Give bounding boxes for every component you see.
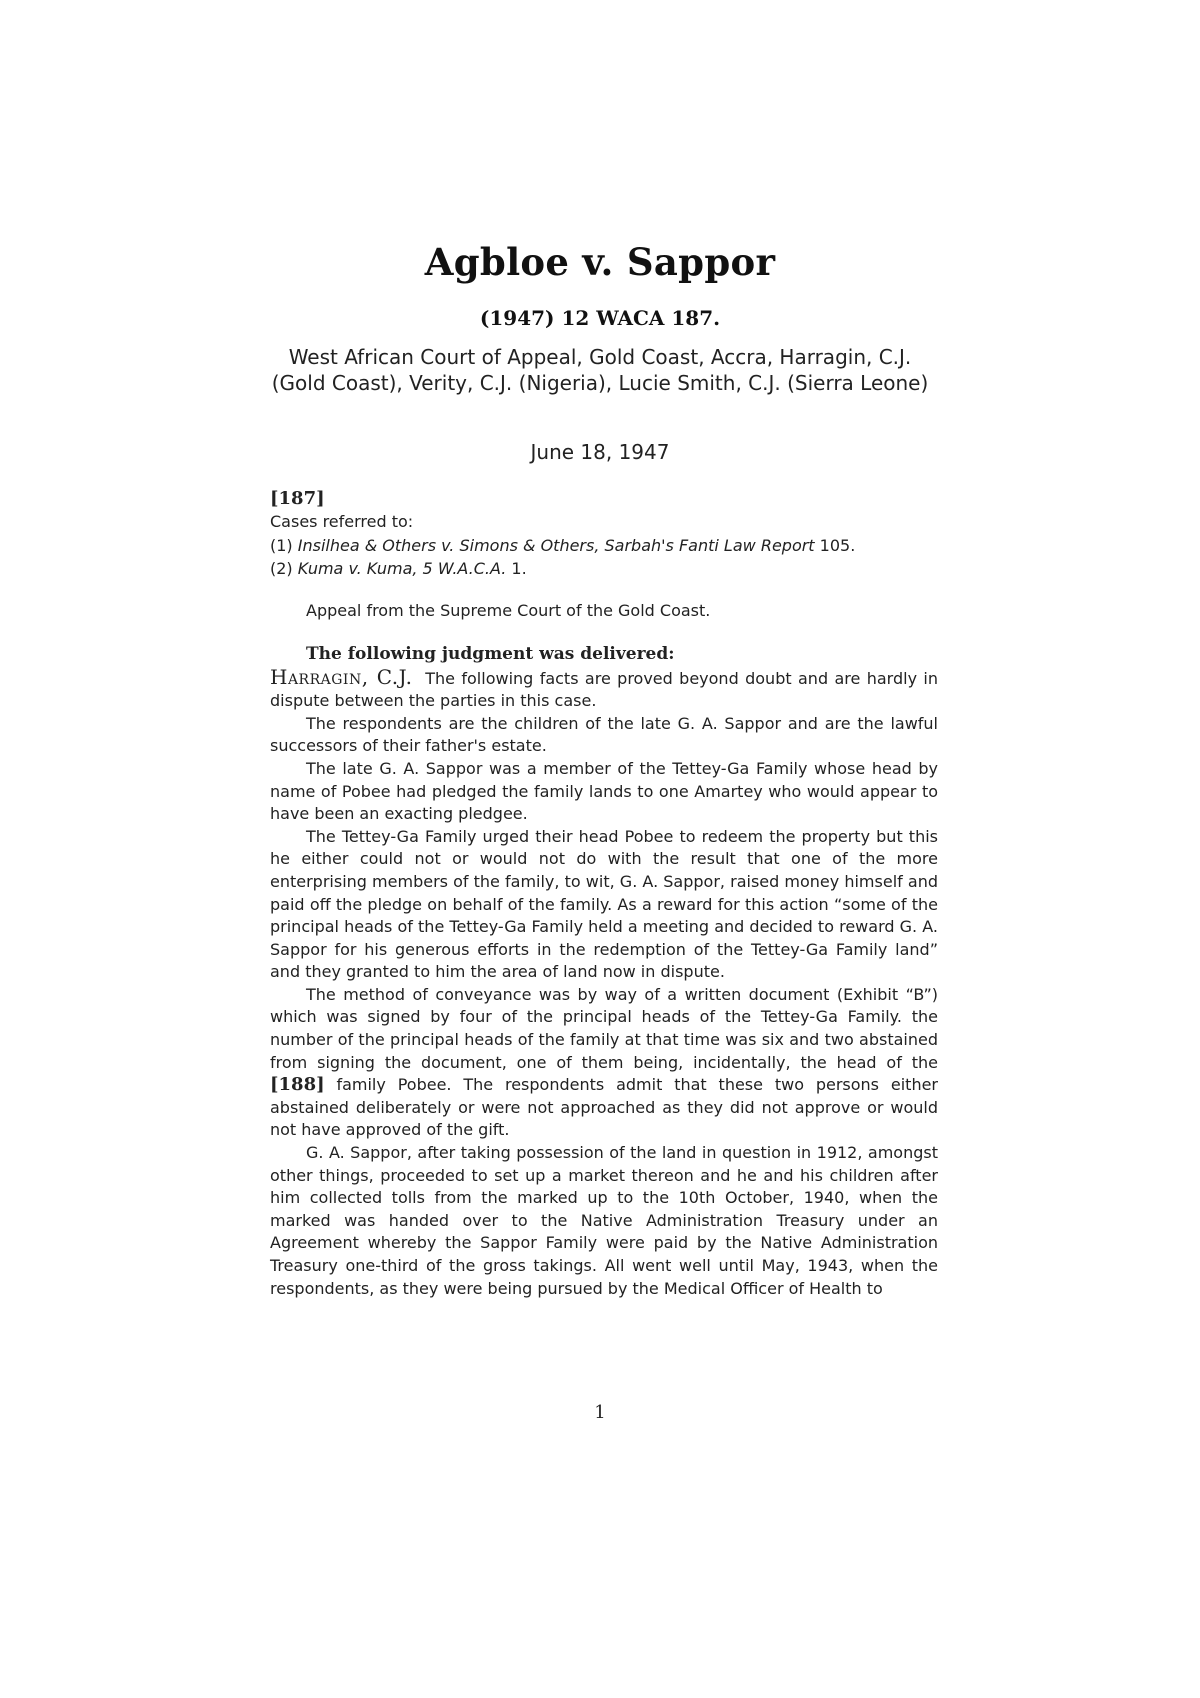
judgment-date: June 18, 1947 [530, 440, 670, 464]
case-name: Kuma v. Kuma, 5 W.A.C.A. [297, 558, 507, 578]
paragraph: The Tettey-Ga Family urged their head Pobee to redeem the property but this he either could not or would not do with the result that one of the more enterprising members of the family, to wit, G. A. Sappor, raised money himself and paid off the pledge on behalf of the family. As a reward for this action “some of the principal heads of the Tettey-Ga Family held a meeting and decided to reward G. A. Sappor for his generous efforts in the redemption of the Tettey-Ga Family land” and they granted to him the area of land now in dispute. [270, 826, 938, 982]
court-info: West African Court of Appeal, Gold Coast, Accra, Harragin, C.J. (Gold Coast), Verity, C.J. (Nigeria), Lucie Smith, C.J. (Sierra Leone) [271, 345, 929, 395]
case-number: (1) [270, 536, 293, 556]
case-number: (2) [270, 558, 293, 578]
case-ref: 105. [814, 536, 856, 556]
page-reference: [187] [270, 488, 325, 509]
paragraph [270, 984, 938, 1142]
paragraph: The respondents are the children of the late G. A. Sappor and are the lawful successors of their father's estate. [270, 713, 938, 756]
case-title: Agbloe v. Sappor [424, 240, 776, 284]
paragraph-text: The following facts are proved beyond doubt and are hardly in dispute between the parties in this case. [270, 668, 938, 711]
judgment-heading: The following judgment was delivered: [306, 643, 675, 664]
page-number: 1 [594, 1402, 606, 1423]
case-citation: (1947) 12 WACA 187. [479, 306, 721, 330]
cases-heading: Cases referred to: [270, 511, 414, 531]
paragraph: The late G. A. Sappor was a member of the Tettey-Ga Family whose head by name of Pobee had pledged the family lands to one Amartey who would appear to have been an exacting pledgee. [270, 758, 938, 824]
case-item [270, 535, 938, 558]
case-item [270, 558, 938, 581]
paragraph-text: The method of conveyance was by way of a written document (Exhibit “B”) which was signed by four of the principal heads of the Tettey-Ga Family. the number of the principal heads of the family at that time was six and two abstained from signing the document, one of them being, incidentally, the head of the [270, 984, 938, 1072]
case-ref: 1. [506, 558, 527, 578]
appeal-line: Appeal from the Supreme Court of the Gold Coast. [306, 601, 711, 621]
case-name: Insilhea & Others v. Simons & Others, Sarbah's Fanti Law Report [297, 536, 815, 556]
paragraph [270, 666, 938, 713]
paragraph: G. A. Sappor, after taking possession of the land in question in 1912, amongst other things, proceeded to set up a market thereon and he and his children after him collected tolls from the marked up to the 10th October, 1940, when the marked was handed over to the Native Administration Treasury under an Agreement whereby the Sappor Family were paid by the Native Administration Treasury one-third of the gross takings. All went well until May, 1943, when the respondents, as they were being pursued by the Medical Officer of Health to [270, 1143, 938, 1298]
page-reference-inline: [188] [270, 1074, 325, 1096]
judge-name: Harragin, C.J. [270, 664, 413, 689]
paragraph-text: family Pobee. The respondents admit that these two persons either abstained deliberately or were not approached as they did not approve or would not have approved of the gift. [270, 1075, 938, 1140]
document-body [270, 488, 938, 1300]
